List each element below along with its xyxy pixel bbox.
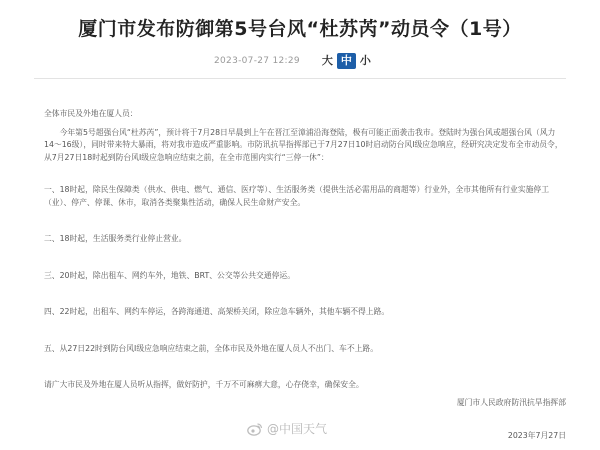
watermark-text: @中国天气 <box>267 422 328 436</box>
order-item: 三、20时起，除出租车、网约车外，地铁、BRT、公交等公共交通停运。 <box>44 270 295 280</box>
closing-paragraph: 请广大市民及外地在厦人员听从指挥，做好防护，千万不可麻痹大意，心存侥幸，确保安全。 <box>44 380 364 389</box>
order-item: 五、从27日22时到防台风Ⅰ级应急响应结束之前，全体市民及外地在厦人员人不出门、车不上路。 <box>44 343 379 353</box>
publish-date: 2023-07-27 12:29 <box>214 56 300 66</box>
salutation: 全体市民及外地在厦人员： <box>44 109 138 118</box>
meta-bar <box>214 52 375 70</box>
page-title: 厦门市发布防御第5号台风“杜苏芮”动员令（1号） <box>78 18 522 40</box>
intro-paragraph: 今年第5号超强台风“杜苏芮”，预计将于7月28日早晨到上午在晋江至漳浦沿海登陆，极有可能正面袭击我市。登陆时为强台风或超强台风（风力14～16级），同时带来特大暴雨，将对我市造成严重影响。市防讯抗旱指挥部已于7月27日10时启动防台风Ⅰ级应急响应，经研究决定发布全市动员令，从7月27日18时起到防台风Ⅰ级应急响应结束之前，在全市范围内实行“三停一休”： <box>44 127 563 162</box>
issuer-signature: 厦门市人民政府防汛抗旱指挥部 <box>456 398 566 407</box>
font-size-large-button[interactable]: 大 <box>321 54 333 67</box>
order-item: 一、18时起，除民生保障类（供水、供电、燃气、通信、医疗等）、生活服务类（提供生活必需用品的商超等）行业外，全市其他所有行业实施停工（业）、停产、停课、休市，取消各类聚集性活动，确保人民生命财产安全。 <box>44 185 550 207</box>
issue-date: 2023年7月27日 <box>507 431 566 440</box>
font-size-small-button[interactable]: 小 <box>359 54 371 67</box>
article-body <box>44 108 564 392</box>
weibo-icon <box>247 422 263 436</box>
watermark <box>247 420 327 437</box>
order-item: 二、18时起，生活服务类行业停止营业。 <box>44 234 187 243</box>
font-size-medium-button[interactable]: 中 <box>337 53 356 69</box>
order-item: 四、22时起，出租车、网约车停运，各跨海通道、高架桥关闭，除应急车辆外，其他车辆不得上路。 <box>44 307 390 316</box>
header-divider <box>34 78 566 79</box>
